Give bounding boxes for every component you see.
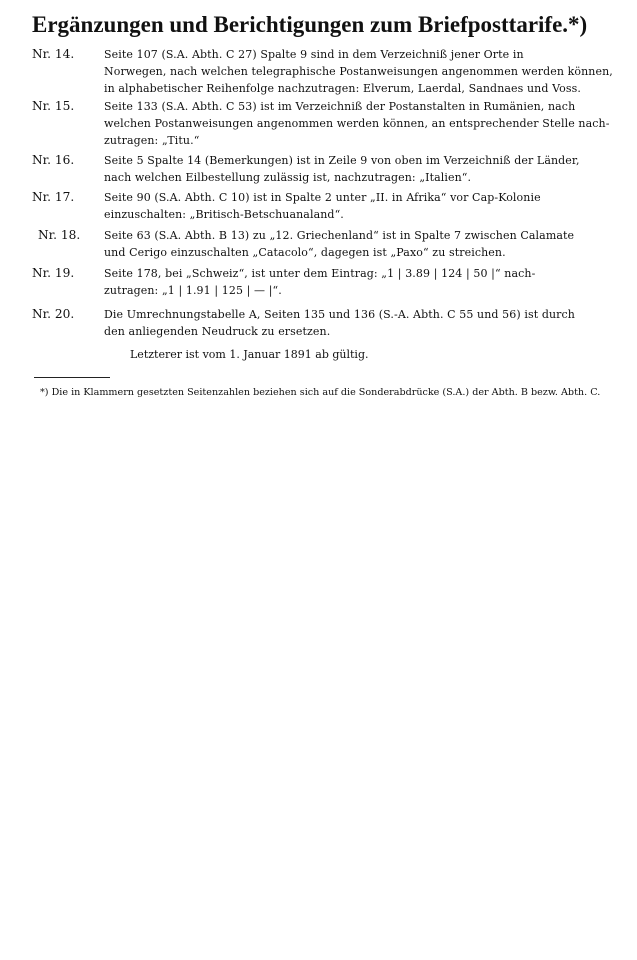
entry-number: Nr. 17. bbox=[32, 190, 75, 204]
entry-line: zutragen: „Titu.“ bbox=[104, 134, 200, 147]
entry-line: und Cerigo einzuschalten „Catacolo“, dagegen ist „Paxo“ zu streichen. bbox=[104, 246, 506, 259]
entry-line: in alphabetischer Reihenfolge nachzutragen: Elverum, Laerdal, Sandnaes und Voss. bbox=[104, 82, 581, 95]
entry-line: Seite 63 (S.A. Abth. B 13) zu „12. Griechenland“ ist in Spalte 7 zwischen Calamate bbox=[104, 229, 575, 242]
footnote: *) Die in Klammern gesetzten Seitenzahlen beziehen sich auf die Sonderabdrücke (S.A.) der Abth. B bezw. Abth. C. bbox=[40, 387, 601, 398]
footnote-divider bbox=[34, 377, 110, 378]
entry-line: den anliegenden Neudruck zu ersetzen. bbox=[104, 325, 331, 338]
entry-number: Nr. 18. bbox=[38, 228, 81, 242]
entry-line: Norwegen, nach welchen telegraphische Postanweisungen angenommen werden können, bbox=[104, 65, 613, 78]
entry-line: Seite 90 (S.A. Abth. C 10) ist in Spalte 2 unter „II. in Afrika“ vor Cap-Kolonie bbox=[104, 191, 541, 204]
entry-line: Seite 178, bei „Schweiz“, ist unter dem Eintrag: „1 | 3.89 | 124 | 50 |“ nach- bbox=[104, 267, 536, 280]
entry-line: Seite 133 (S.A. Abth. C 53) ist im Verzeichniß der Postanstalten in Rumänien, nach bbox=[104, 100, 576, 113]
entry-number: Nr. 15. bbox=[32, 99, 75, 113]
entry-line: Seite 107 (S.A. Abth. C 27) Spalte 9 sind in dem Verzeichniß jener Orte in bbox=[104, 48, 524, 61]
entry-text bbox=[104, 189, 616, 223]
entry-line: zutragen: „1 | 1.91 | 125 | — |“. bbox=[104, 284, 282, 297]
entry-line: einzuschalten: „Britisch-Betschuanaland“. bbox=[104, 208, 344, 221]
validity-note: Letzterer ist vom 1. Januar 1891 ab gültig. bbox=[130, 348, 369, 361]
entry-number: Nr. 20. bbox=[32, 307, 75, 321]
page-title: Ergänzungen und Berichtigungen zum Briefposttarife.*) bbox=[32, 12, 588, 37]
entry-text bbox=[104, 265, 616, 299]
entry-text bbox=[104, 306, 610, 340]
entry-line: welchen Postanweisungen angenommen werden können, an entsprechender Stelle nach- bbox=[104, 117, 610, 130]
entry-number: Nr. 14. bbox=[32, 47, 75, 61]
entry-line: Seite 5 Spalte 14 (Bemerkungen) ist in Zeile 9 von oben im Verzeichniß der Länder, bbox=[104, 154, 580, 167]
entry-line: nach welchen Eilbestellung zulässig ist, nachzutragen: „Italien“. bbox=[104, 171, 472, 184]
entry-number: Nr. 16. bbox=[32, 153, 75, 167]
entry-text bbox=[104, 46, 616, 97]
entry-text bbox=[104, 227, 584, 261]
entry-text bbox=[104, 98, 616, 149]
entry-text bbox=[104, 152, 616, 186]
entry-number: Nr. 19. bbox=[32, 266, 75, 280]
entry-line: Die Umrechnungstabelle A, Seiten 135 und 136 (S.-A. Abth. C 55 und 56) ist durch bbox=[104, 308, 575, 321]
